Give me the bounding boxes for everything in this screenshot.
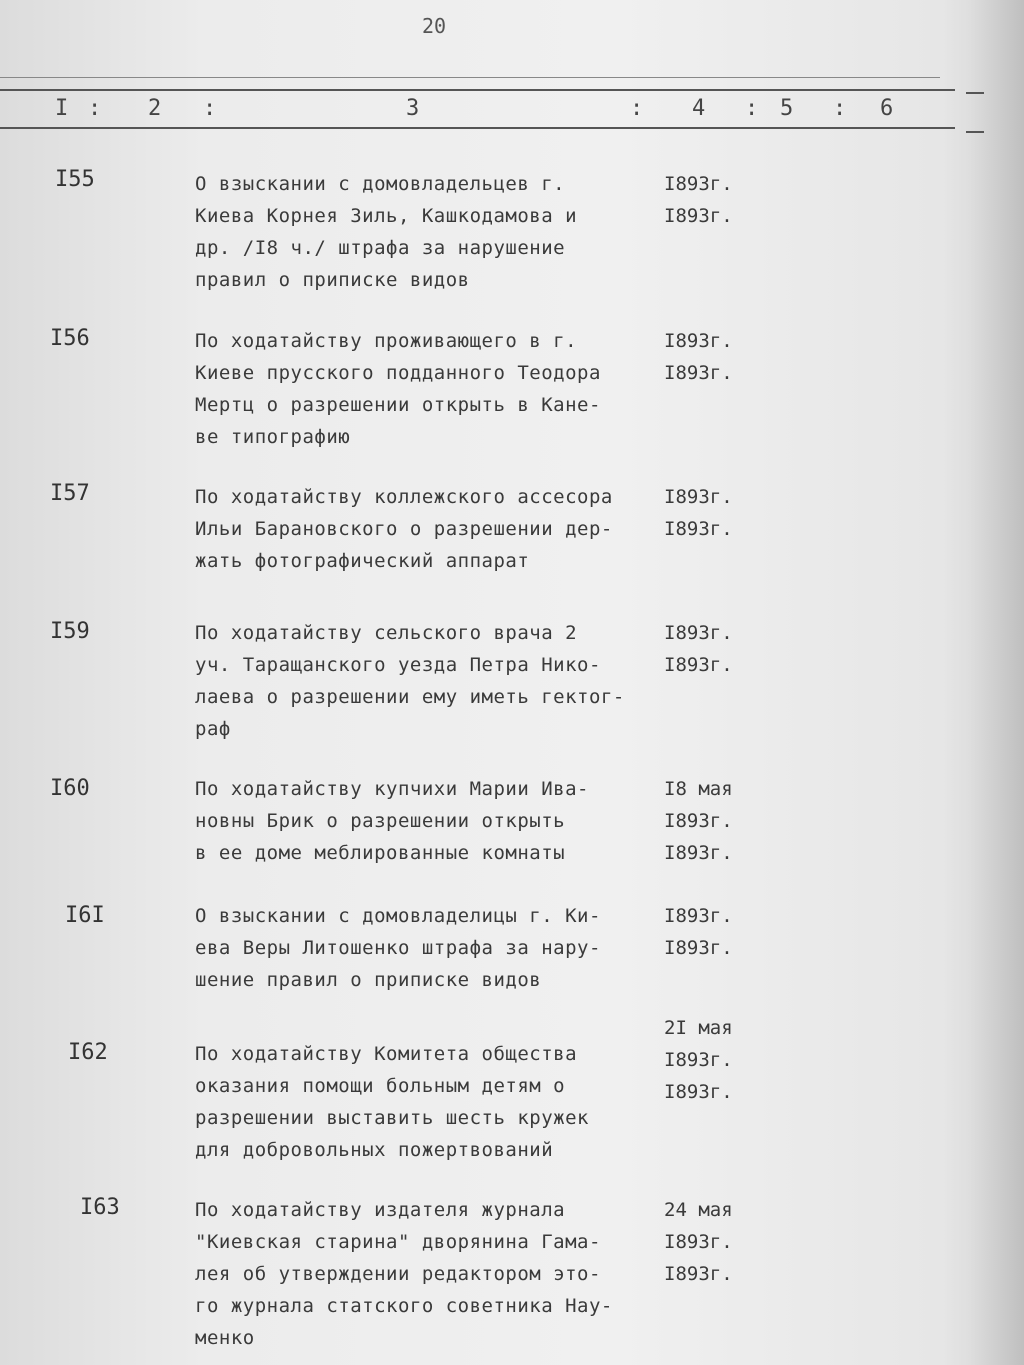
entry-description <box>195 1038 665 1166</box>
entry-dates <box>664 168 764 232</box>
date-line: I893г. <box>664 173 733 195</box>
date-line: I893г. <box>664 518 733 540</box>
entry-description <box>195 168 665 296</box>
date-line: I893г. <box>664 205 733 227</box>
date-line: I893г. <box>664 1231 733 1253</box>
column-separator: : <box>88 96 102 121</box>
description-line: лея об утверждении редактором это- <box>195 1263 601 1285</box>
header-thin-rule <box>0 77 940 78</box>
date-line: I893г. <box>664 1263 733 1285</box>
date-line: I893г. <box>664 810 733 832</box>
date-line: I893г. <box>664 937 733 959</box>
date-line: I893г. <box>664 905 733 927</box>
date-line: I893г. <box>664 330 733 352</box>
description-line: разрешении выставить шесть кружек <box>195 1107 589 1129</box>
description-line: новны Брик о разрешении открыть <box>195 810 566 832</box>
description-line: в ее доме меблированные комнаты <box>195 842 566 864</box>
entry-description <box>195 325 665 453</box>
column-separator: : <box>745 96 759 121</box>
column-header-2: 2 <box>148 96 162 121</box>
entry-description <box>195 481 665 577</box>
description-line: Киева Корнея Зиль, Кашкодамова и <box>195 205 578 227</box>
edge-mark <box>966 92 984 94</box>
column-header-6: 6 <box>880 96 894 121</box>
description-line: правил о приписке видов <box>195 269 470 291</box>
column-separator: : <box>203 96 217 121</box>
description-line: лаева о разрешении ему иметь гектог- <box>195 686 625 708</box>
date-line: I893г. <box>664 842 733 864</box>
description-line: др. /I8 ч./ штрафа за нарушение <box>195 237 566 259</box>
entry-number: I6I <box>65 903 105 928</box>
column-header-3: 3 <box>406 96 420 121</box>
entry-description <box>195 617 665 745</box>
entry-number: I55 <box>55 167 95 192</box>
entry-number: I60 <box>50 776 90 801</box>
description-line: По ходатайству сельского врача 2 <box>195 622 578 644</box>
entry-number: I62 <box>68 1040 108 1065</box>
header-top-rule <box>0 89 955 91</box>
description-line: шение правил о приписке видов <box>195 969 542 991</box>
column-header-4: 4 <box>692 96 706 121</box>
description-line: По ходатайству купчихи Марии Ива- <box>195 778 589 800</box>
description-line: По ходатайству проживающего в г. <box>195 330 578 352</box>
edge-mark <box>966 131 984 133</box>
description-line: По ходатайству коллежского ассесора <box>195 486 613 508</box>
date-line: I8 мая <box>664 778 733 800</box>
entry-number: I63 <box>80 1195 120 1220</box>
date-line: I893г. <box>664 622 733 644</box>
date-line: I893г. <box>664 362 733 384</box>
entry-dates <box>664 773 764 869</box>
description-line: По ходатайству Комитета общества <box>195 1043 578 1065</box>
entry-dates <box>664 481 764 545</box>
description-line: О взыскании с домовладельцев г. <box>195 173 566 195</box>
date-line: 2I мая <box>664 1017 733 1039</box>
description-line: раф <box>195 718 231 740</box>
entry-number: I59 <box>50 619 90 644</box>
entry-number: I56 <box>50 326 90 351</box>
description-line: Ильи Барановского о разрешении дер- <box>195 518 613 540</box>
date-line: I893г. <box>664 1049 733 1071</box>
entry-number: I57 <box>50 481 90 506</box>
entry-dates <box>664 325 764 389</box>
description-line: Киеве прусского подданного Теодора <box>195 362 601 384</box>
entry-dates <box>664 1194 764 1290</box>
entry-description <box>195 1194 665 1354</box>
description-line: О взыскании с домовладелицы г. Ки- <box>195 905 601 927</box>
page-edge-shadow <box>969 0 1024 1365</box>
date-line: 24 мая <box>664 1199 733 1221</box>
page-number: 20 <box>422 14 447 38</box>
entry-description <box>195 773 665 869</box>
description-line: жать фотографический аппарат <box>195 550 530 572</box>
description-line: уч. Таращанского уезда Петра Нико- <box>195 654 601 676</box>
column-header-1: I <box>55 96 69 121</box>
entry-description <box>195 900 665 996</box>
date-line: I893г. <box>664 486 733 508</box>
description-line: менко <box>195 1327 255 1349</box>
date-line: I893г. <box>664 654 733 676</box>
column-header-5: 5 <box>780 96 794 121</box>
description-line: По ходатайству издателя журнала <box>195 1199 566 1221</box>
description-line: го журнала статского советника Нау- <box>195 1295 613 1317</box>
description-line: "Киевская старина" дворянина Гама- <box>195 1231 601 1253</box>
header-bottom-rule <box>0 127 955 129</box>
description-line: оказания помощи больным детям о <box>195 1075 566 1097</box>
description-line: ева Веры Литошенко штрафа за нару- <box>195 937 601 959</box>
entry-dates <box>664 900 764 964</box>
entry-dates <box>664 617 764 681</box>
description-line: для добровольных пожертвований <box>195 1139 554 1161</box>
description-line: ве типографию <box>195 426 351 448</box>
column-separator: : <box>833 96 847 121</box>
date-line: I893г. <box>664 1081 733 1103</box>
description-line: Мертц о разрешении открыть в Кане- <box>195 394 601 416</box>
entry-dates <box>664 1012 764 1108</box>
column-separator: : <box>630 96 644 121</box>
